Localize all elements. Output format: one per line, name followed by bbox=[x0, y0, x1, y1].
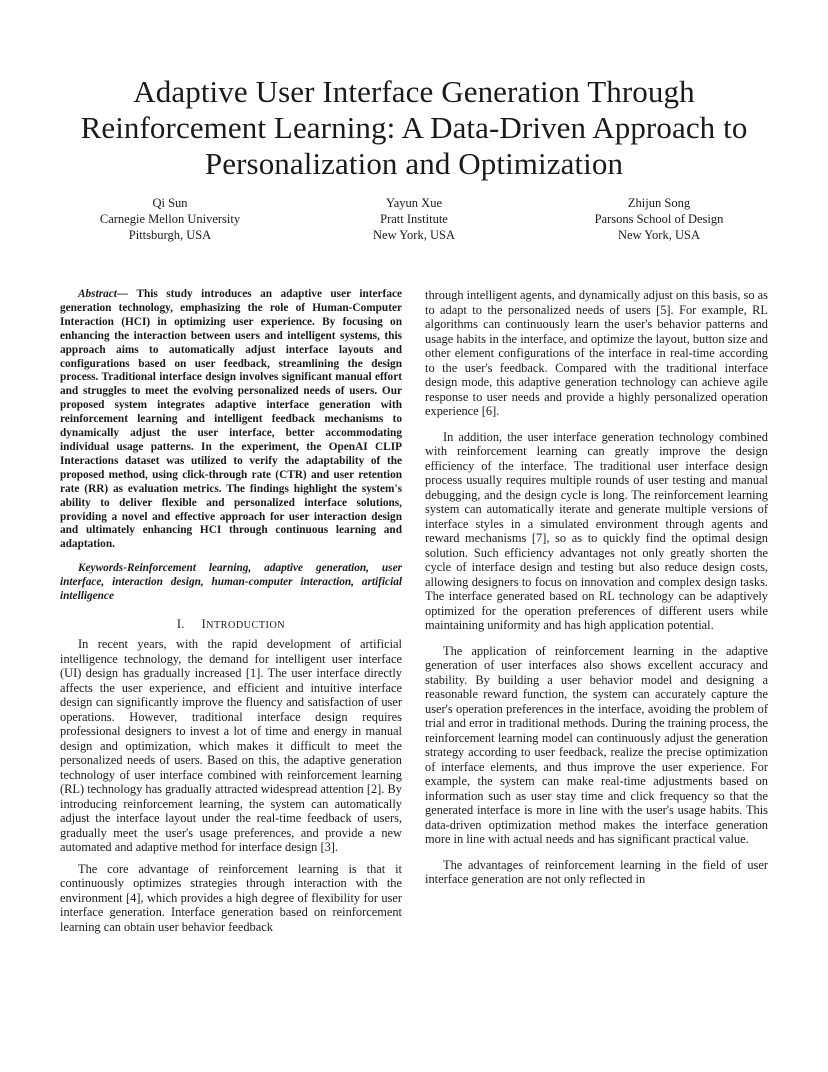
author-name: Yayun Xue bbox=[385, 196, 443, 210]
author-name: Qi Sun bbox=[152, 196, 188, 210]
author-affiliation: Carnegie Mellon University bbox=[99, 212, 241, 226]
paper-title bbox=[40, 74, 788, 182]
section-initial: I bbox=[201, 616, 207, 631]
author-block-3 bbox=[559, 195, 759, 243]
author-affiliation: Parsons School of Design bbox=[594, 212, 724, 226]
author-block-2 bbox=[314, 195, 514, 243]
body-paragraph: In recent years, with the rapid development of artificial intelligence technology, the demand for intelligent user interface (UI) design has gradually increased [1]. The user interface directly affects the user experience, and efficient and intuitive interface design can significantly improve the fluency and satisfaction of user operations. However, traditional interface design requires professional designers to invest a lot of time and energy in manual design and optimization, which makes it difficult to meet the personalized needs of users. Based on this, the adaptive generation technology of user interface combined with reinforcement learning (RL) technology has gradually attracted widespread attention [2]. By introducing reinforcement learning, the system can automatically adjust the interface layout under the real-time feedback of users, gradually meet the user's usage preferences, and provide a new automated and adaptive method for interface design [3]. bbox=[60, 637, 402, 855]
left-column bbox=[60, 288, 402, 934]
title-line-2: Reinforcement Learning: A Data-Driven Approach to bbox=[80, 110, 748, 145]
author-name: Zhijun Song bbox=[627, 196, 691, 210]
right-column bbox=[425, 288, 768, 887]
abstract bbox=[60, 288, 402, 552]
title-line-3: Personalization and Optimization bbox=[204, 146, 624, 181]
body-paragraph: The application of reinforcement learning in the adaptive generation of user interfaces also shows excellent accuracy and stability. By building a user behavior model and designing a reasonable reward function, the system can accurately capture the user's operation preferences in the interface, avoiding the problem of trial and error in traditional methods. During the training process, the reinforcement learning model can continuously adjust the generation strategy according to user feedback, realize the precise optimization of interface elements, and thus improve the user experience. For example, the system can make real-time adjustments based on information such as user stay time and click frequency so that the generated interface is more in line with the user's usage habits. This data-driven optimization method makes the interface generation more in line with actual needs and has significant practical value. bbox=[425, 643, 768, 846]
abstract-text: This study introduces an adaptive user interface generation technology, emphasizing the role of Human-Computer Interaction (HCI) in optimizing user experience. By focusing on enhancing the interaction between users and intelligent systems, this approach aims to automatically adjust interface layouts and configurations based on user feedback, streamlining the design process. Traditional interface design involves significant manual effort and struggles to meet the evolving personalized needs of users. Our proposed system integrates adaptive interface generation with reinforcement learning and intelligent feedback mechanisms to dynamically adjust the user interface, better accommodating individual usage patterns. In the experiment, the OpenAI CLIP Interactions dataset was utilized to verify the adaptability of the proposed method, using click-through rate (CTR) and user retention rate (RR) as evaluation metrics. The findings highlight the system's ability to deliver flexible and personalized interface solutions, providing a novel and effective approach for user interaction design and ultimately enhancing HCI through continuous learning and adaptation. bbox=[60, 288, 402, 551]
abstract-lead: Abstract— bbox=[78, 288, 129, 300]
section-numeral: I. bbox=[176, 616, 185, 631]
body-paragraph: The core advantage of reinforcement learning is that it continuously optimizes strategies through interaction with the environment [4], which provides a high degree of flexibility for user interface generation. Interface generation based on reinforcement learning can obtain user behavior feedback bbox=[60, 861, 402, 934]
author-location: New York, USA bbox=[373, 228, 455, 242]
section-heading-introduction bbox=[60, 617, 402, 634]
section-rest: NTRODUCTION bbox=[206, 619, 286, 631]
author-affiliation: Pratt Institute bbox=[380, 212, 448, 226]
body-paragraph: The advantages of reinforcement learning in the field of user interface generation are not only reflected in bbox=[425, 857, 768, 886]
author-location: Pittsburgh, USA bbox=[128, 228, 212, 242]
keywords: Keywords-Reinforcement learning, adaptive generation, user interface, interaction design, human-computer interaction, artificial intelligence bbox=[60, 562, 402, 603]
body-paragraph: through intelligent agents, and dynamically adjust on this basis, so as to adapt to the personalized needs of users [5]. For example, RL algorithms can continuously learn the user's behavior patterns and usage habits in the interface, and optimize the layout, button size and other element configurations of the interface in real-time according to the user's feedback. Compared with the traditional interface design mode, this adaptive generation technology can achieve agile response to user needs and provide a highly personalized operation experience [6]. bbox=[425, 288, 768, 418]
body-paragraph: In addition, the user interface generation technology combined with reinforcement learning can greatly improve the design efficiency of the interface. The traditional user interface design process usually requires multiple rounds of user testing and manual debugging, and the design cycle is long. The reinforcement learning system can automatically iterate and generate multiple versions of interface styles in a simulated environment through agents and reward mechanisms [7], so as to quickly find the optimal design solution. Such efficiency advantages not only greatly shorten the cycle of interface design and testing but also reduce design costs, allowing designers to focus on innovation and complex design tasks. The interface generated based on RL technology can be adaptively optimized for the operation preferences of different users while maintaining uniformity and has high application potential. bbox=[425, 429, 768, 632]
author-location: New York, USA bbox=[618, 228, 700, 242]
title-line-1: Adaptive User Interface Generation Through bbox=[133, 74, 695, 109]
author-block-1 bbox=[70, 195, 270, 243]
